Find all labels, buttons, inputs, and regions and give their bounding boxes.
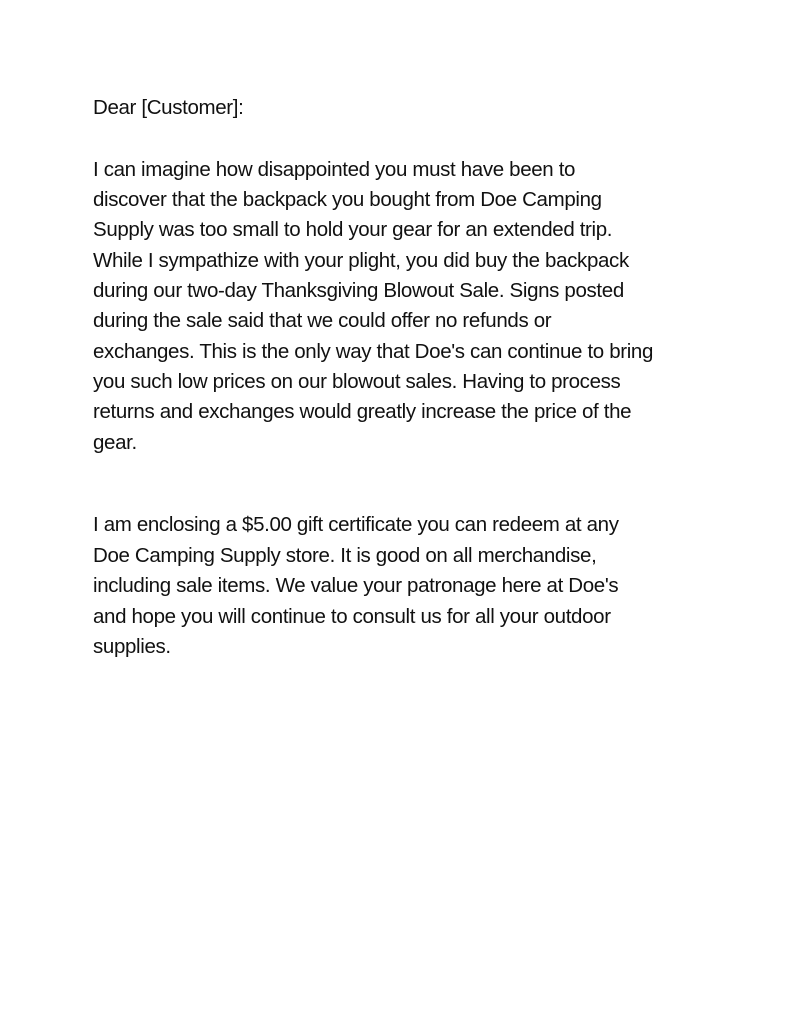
paragraph-line: gear.: [93, 431, 137, 454]
paragraph-line: exchanges. This is the only way that Doe's can continue to bring: [93, 340, 654, 363]
paragraph-line: you such low prices on our blowout sales. Having to process: [93, 370, 621, 393]
paragraph-line: Supply was too small to hold your gear for an extended trip.: [93, 218, 613, 241]
paragraph-line: during our two-day Thanksgiving Blowout Sale. Signs posted: [93, 279, 624, 302]
paragraph-line: I am enclosing a $5.00 gift certificate you can redeem at any: [93, 513, 619, 536]
paragraph-line: discover that the backpack you bought from Doe Camping: [93, 188, 602, 211]
paragraph-line: I can imagine how disappointed you must have been to: [93, 158, 576, 181]
paragraph-line: during the sale said that we could offer no refunds or: [93, 309, 552, 332]
salutation: Dear [Customer]:: [93, 96, 244, 119]
paragraph-line: including sale items. We value your patronage here at Doe's: [93, 574, 619, 597]
paragraph-line: Doe Camping Supply store. It is good on all merchandise,: [93, 544, 597, 567]
paragraph-line: supplies.: [93, 635, 171, 658]
paragraph-line: and hope you will continue to consult us for all your outdoor: [93, 605, 611, 628]
paragraph-line: returns and exchanges would greatly increase the price of the: [93, 400, 632, 423]
paragraph-line: While I sympathize with your plight, you did buy the backpack: [93, 249, 629, 272]
